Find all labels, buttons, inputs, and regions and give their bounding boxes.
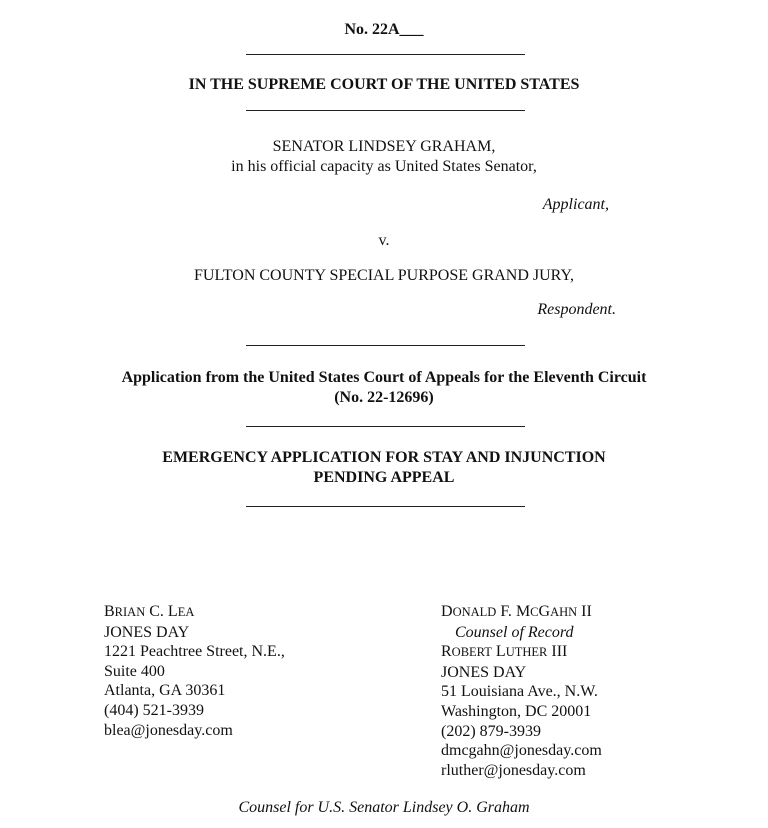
divider-rule (246, 345, 525, 346)
applicant-capacity: in his official capacity as United States Senator, (231, 158, 537, 175)
document-title-line1: EMERGENCY APPLICATION FOR STAY AND INJUNCTION (162, 449, 606, 466)
divider-rule (246, 110, 525, 111)
docket-number: No. 22A___ (344, 21, 424, 38)
counsel-left-name: BRIAN C. LEA (104, 603, 195, 620)
counsel-left-suite: Suite 400 (104, 662, 165, 680)
counsel-left-email: blea@jonesday.com (104, 721, 233, 739)
document-title-line2: PENDING APPEAL (313, 469, 455, 486)
counsel-right-email-1: dmcgahn@jonesday.com (441, 742, 602, 760)
counsel-left-street: 1221 Peachtree Street, N.E., (104, 643, 285, 661)
counsel-right-phone: (202) 879-3939 (441, 722, 541, 740)
application-source-line1: Application from the United States Court of Appeals for the Eleventh Circuit (121, 369, 647, 386)
counsel-left-block (104, 602, 285, 740)
applicant-role: Applicant, (542, 196, 609, 213)
respondent-role: Respondent. (537, 301, 616, 318)
divider-rule (246, 506, 525, 507)
respondent-name: FULTON COUNTY SPECIAL PURPOSE GRAND JURY, (194, 267, 574, 284)
counsel-left-firm: JONES DAY (104, 623, 190, 641)
versus: v. (378, 232, 390, 249)
counsel-left-phone: (404) 521-3939 (104, 701, 204, 719)
divider-rule (246, 426, 525, 427)
counsel-right-street: 51 Louisiana Ave., N.W. (441, 683, 598, 701)
counsel-right-role: Counsel of Record (455, 623, 574, 641)
counsel-for-line: Counsel for U.S. Senator Lindsey O. Graham (238, 799, 530, 816)
counsel-right-block (441, 602, 602, 780)
counsel-right-second-name: ROBERT LUTHER III (441, 643, 568, 661)
counsel-right-firm: JONES DAY (441, 663, 527, 681)
counsel-left-city: Atlanta, GA 30361 (104, 682, 226, 700)
counsel-right-name: DONALD F. MCGAHN II (441, 603, 592, 620)
applicant-name: SENATOR LINDSEY GRAHAM, (272, 138, 496, 155)
counsel-right-email-2: rluther@jonesday.com (441, 761, 586, 779)
application-source-line2: (No. 22-12696) (334, 389, 434, 406)
divider-rule (246, 54, 525, 55)
court-name: IN THE SUPREME COURT OF THE UNITED STATES (188, 76, 580, 93)
counsel-right-city: Washington, DC 20001 (441, 702, 592, 720)
